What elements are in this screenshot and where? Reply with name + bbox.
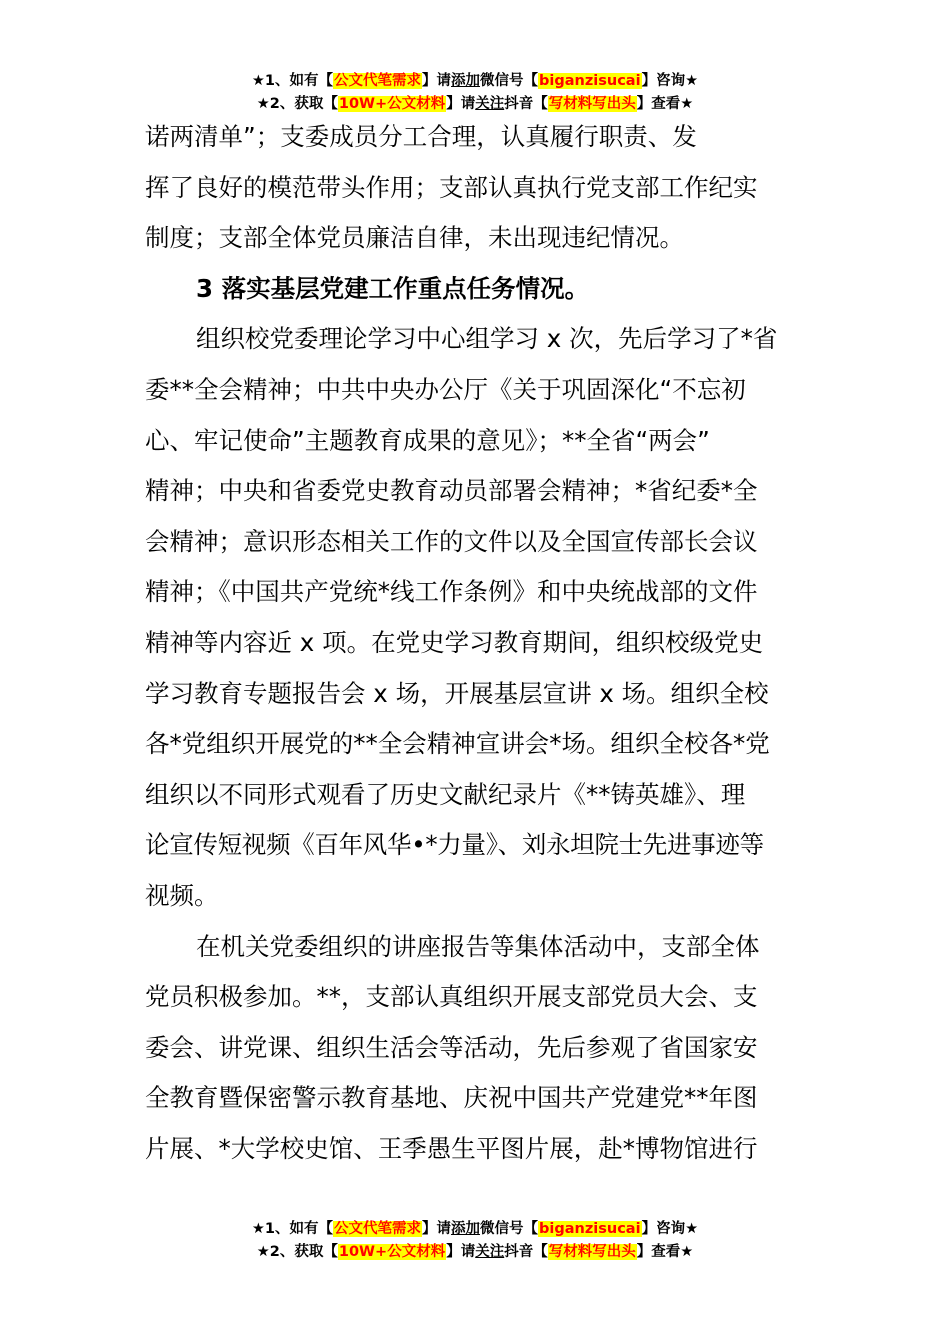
body-line: 组织以不同形式观看了历史文献纪录片《**铸英雄》、理 [145, 779, 746, 809]
body-line: 心、牢记使命”主题教育成果的意见》；**全省“两会” [145, 425, 710, 455]
banner-text: 】咨询★ [641, 1221, 699, 1237]
banner-line-2 [0, 1241, 950, 1264]
banner-text: ★1、如有【 [251, 1221, 334, 1237]
body-line: 委**全会精神；中共中央办公厅《关于巩固深化“不忘初 [145, 374, 746, 404]
body-line: 精神等内容近 x 项。在党史学习教育期间，组织校级党史 [145, 627, 764, 657]
highlight-douyin: 写材料写出头 [548, 1244, 636, 1260]
banner-text: 】查看★ [636, 1244, 694, 1260]
body-line: 委会、讲党课、组织生活会等活动，先后参观了省国家安 [145, 1032, 758, 1062]
banner-line-1 [0, 1218, 950, 1241]
banner-text: 】请 [422, 73, 452, 89]
banner-text: ★2、获取【 [256, 96, 338, 112]
body-line: 党员积极参加。**，支部认真组织开展支部党员大会、支 [145, 982, 758, 1012]
banner-text-underlined: 关注 [475, 96, 505, 112]
banner-text: 】咨询★ [641, 73, 699, 89]
body-line: 片展、*大学校史馆、王季愚生平图片展，赴*博物馆进行 [145, 1133, 758, 1163]
banner-text: ★2、获取【 [256, 1244, 338, 1260]
body-line: 精神；中央和省委党史教育动员部署会精神；*省纪委*全 [145, 476, 758, 506]
highlight-wechat-id: biganzisucai [539, 73, 641, 89]
body-line: 诺两清单”；支委成员分工合理，认真履行职责、发 [145, 122, 697, 151]
highlight-materials: 10W+公文材料 [338, 96, 446, 112]
body-line: 组织校党委理论学习中心组学习 x 次，先后学习了*省 [196, 324, 778, 354]
body-line: 在机关党委组织的讲座报告等集体活动中，支部全体 [196, 931, 760, 961]
section-heading: 3 落实基层党建工作重点任务情况。 [196, 273, 590, 303]
banner-text: 微信号【 [480, 73, 539, 89]
banner-text: 】请 [422, 1221, 452, 1237]
highlight-service: 公文代笔需求 [334, 1221, 422, 1237]
banner-text-underlined: 关注 [475, 1244, 505, 1260]
banner-text: 】请 [446, 1244, 476, 1260]
banner-text: 微信号【 [480, 1221, 539, 1237]
banner-text: 】查看★ [636, 96, 694, 112]
banner-text: 抖音【 [504, 1244, 548, 1260]
footer-banner [0, 1218, 950, 1264]
banner-line-1 [0, 70, 950, 93]
body-line: 会精神；意识形态相关工作的文件以及全国宣传部长会议 [145, 526, 758, 556]
highlight-materials: 10W+公文材料 [338, 1244, 446, 1260]
document-body [145, 112, 810, 1174]
highlight-douyin: 写材料写出头 [548, 96, 636, 112]
body-line: 精神；《中国共产党统*线工作条例》和中央统战部的文件 [145, 577, 758, 607]
highlight-wechat-id: biganzisucai [539, 1221, 641, 1237]
body-line: 全教育暨保密警示教育基地、庆祝中国共产党建党**年图 [145, 1083, 758, 1113]
body-line: 论宣传短视频《百年风华•*力量》、刘永坦院士先进事迹等 [145, 830, 764, 860]
header-banner [0, 70, 950, 116]
body-line: 学习教育专题报告会 x 场，开展基层宣讲 x 场。组织全校 [145, 678, 769, 708]
banner-text-underlined: 添加 [451, 1221, 481, 1237]
body-line: 制度；支部全体党员廉洁自律，未出现违纪情况。 [145, 223, 684, 253]
banner-text: ★1、如有【 [251, 73, 334, 89]
body-line: 视频。 [145, 880, 219, 910]
body-line: 各*党组织开展党的**全会精神宣讲会*场。组织全校各*党 [145, 729, 770, 759]
banner-text-underlined: 添加 [451, 73, 481, 89]
highlight-service: 公文代笔需求 [334, 73, 422, 89]
banner-text: 】请 [446, 96, 476, 112]
body-line: 挥了良好的模范带头作用；支部认真执行党支部工作纪实 [145, 172, 758, 202]
banner-text: 抖音【 [504, 96, 548, 112]
